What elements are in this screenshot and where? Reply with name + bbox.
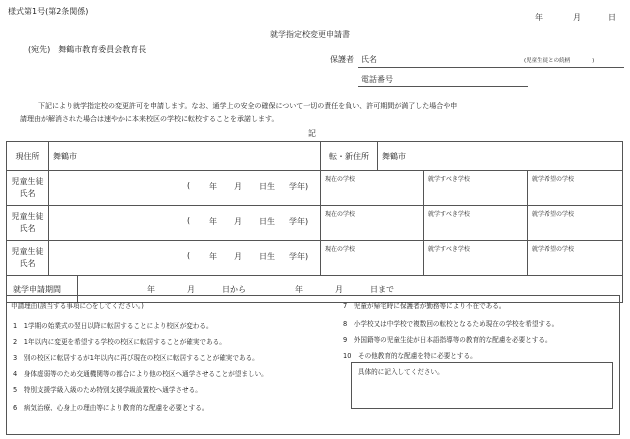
reason-item[interactable]: 10 その他教育的な配慮を特に必要とする。	[343, 352, 477, 360]
ki-label: 記	[308, 129, 316, 138]
desired-school-field[interactable]: 就学希望の学校	[528, 206, 623, 241]
current-school-field[interactable]: 現在の学校	[321, 171, 424, 206]
date-month-label: 月	[573, 13, 581, 22]
application-table	[6, 141, 623, 303]
student-row	[7, 206, 623, 241]
assigned-school-field[interactable]: 就学すべき学校	[424, 171, 528, 206]
guardian-name-label: 氏名	[361, 55, 377, 64]
reason-item[interactable]: 7 児童が帰宅時に保護者が勤務等により不在である。	[343, 302, 506, 310]
date-year-label: 年	[535, 13, 543, 22]
student-label: 児童生徒 氏名	[7, 171, 49, 206]
student-label: 児童生徒 氏名	[7, 241, 49, 276]
student-name-field[interactable]: ( 年 月 日生 学年)	[49, 241, 321, 276]
reasons-heading: 申請理由(該当する事項に○をしてください。)	[11, 302, 144, 310]
current-school-field[interactable]: 現在の学校	[321, 206, 424, 241]
reason-item[interactable]: 9 外国籍等の児童生徒が日本語指導等の教育的な配慮を必要とする。	[343, 336, 552, 344]
student-name-field[interactable]: ( 年 月 日生 学年)	[49, 171, 321, 206]
address-label: 現住所	[7, 142, 49, 171]
desired-school-field[interactable]: 就学希望の学校	[528, 241, 623, 276]
student-label: 児童生徒 氏名	[7, 206, 49, 241]
reason-item[interactable]: 5 特別支援学級入級のため特別支援学級設置校へ通学させる。	[13, 386, 202, 394]
period-field[interactable]: 就学申請期間 年 月 日から 年 月 日まで	[7, 276, 623, 303]
addressee: (宛先) 舞鶴市教育委員会教育長	[28, 45, 147, 54]
student-row	[7, 241, 623, 276]
address-field[interactable]: 舞鶴市	[49, 142, 321, 171]
address-row	[7, 142, 623, 171]
statement-line-2: 請理由が解消された場合は速やかに本来校区の学校に転校することを承諾します。	[20, 115, 279, 123]
student-row	[7, 171, 623, 206]
new-address-label: 転・新住所	[321, 142, 378, 171]
relation-note: (児童生徒との続柄 )	[524, 58, 595, 64]
period-label: 就学申請期間	[13, 285, 61, 294]
date-day-label: 日	[608, 13, 616, 22]
reason-item[interactable]: 1 1学期の始業式の翌日以降に転居することにより校区が変わる。	[13, 322, 213, 330]
detail-prompt: 具体的に記入してください。	[358, 368, 444, 376]
reason-item[interactable]: 3 別の校区に転居するが1年以内に再び現在の校区に転居することが確実である。	[13, 354, 259, 362]
assigned-school-field[interactable]: 就学すべき学校	[424, 206, 528, 241]
assigned-school-field[interactable]: 就学すべき学校	[424, 241, 528, 276]
statement-line-1: 下記により就学指定校の変更許可を申請します。なお、通学上の安全の確保について一切の責任を負い、許可期間が満了した場合や申	[38, 102, 458, 110]
desired-school-field[interactable]: 就学希望の学校	[528, 171, 623, 206]
form-number: 様式第1号(第2条関係)	[8, 7, 89, 16]
reason-item[interactable]: 2 1年以内に変更を希望する学校の校区に転居することが確実である。	[13, 338, 226, 346]
phone-label: 電話番号	[361, 75, 393, 84]
reason-item[interactable]: 4 身体虚弱等のため交通機関等の都合により他の校区へ通学させることが望ましい。	[13, 370, 268, 378]
phone-underline	[358, 86, 528, 87]
guardian-name-underline	[358, 67, 624, 68]
reason-item[interactable]: 8 小学校又は中学校で複数回の転校となるため現在の学校を希望する。	[343, 320, 559, 328]
reason-item[interactable]: 6 病気治療、心身上の理由等により教育的な配慮を必要とする。	[13, 404, 209, 412]
guardian-label: 保護者	[330, 55, 354, 64]
student-name-field[interactable]: ( 年 月 日生 学年)	[49, 206, 321, 241]
new-address-field[interactable]: 舞鶴市	[378, 142, 623, 171]
reasons-section	[6, 295, 620, 435]
page-title: 就学指定校変更申請書	[270, 30, 350, 39]
detail-input-box[interactable]	[351, 362, 613, 409]
current-school-field[interactable]: 現在の学校	[321, 241, 424, 276]
